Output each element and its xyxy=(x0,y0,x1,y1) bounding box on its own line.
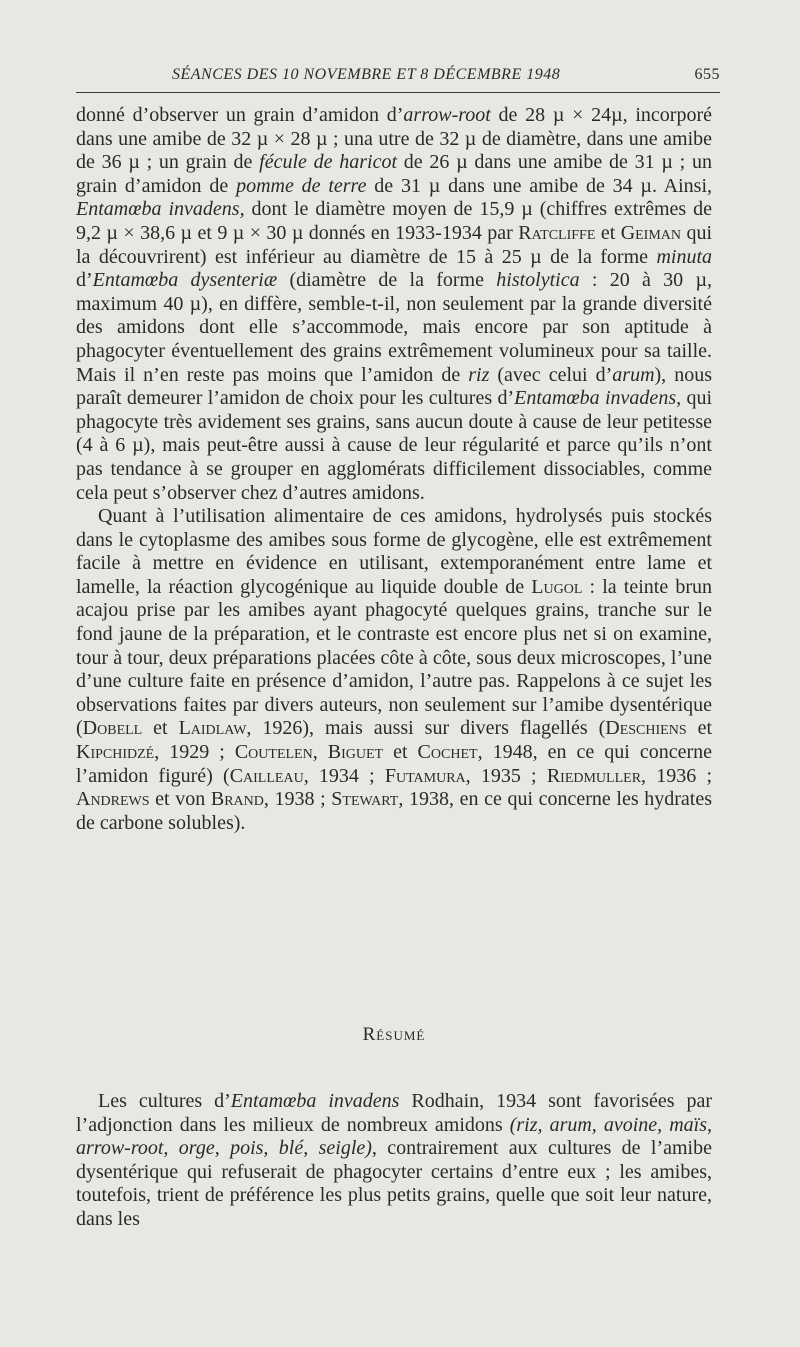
author-name: Cochet xyxy=(417,741,478,764)
text-run: et xyxy=(595,221,621,244)
body-text xyxy=(76,104,712,835)
text-run: Quant à l’utilisation alimentaire de ces amidons, hydrolysés puis stockés dans le cytoplasme des amibes sous forme de glycogène, elle est extrêmement facile à mettre en évidence en utilisant, extemporanément entre lame et lamelle, la réaction glycogénique au liquide double de xyxy=(76,505,712,598)
text-run: : la teinte brun acajou prise par les amibes ayant phagocyté quelques grains, tranche sur le fond jaune de la préparation, et le contraste est encore plus net si on examine, tour à tour, deux préparations placées côte à côte, sous deux microscopes, l’une d’une culture faite en présence d’amidon, l’autre pas. Rappelons à ce sujet les observations faites par divers auteurs, non seulement sur l’amibe dysentérique ( xyxy=(76,575,712,740)
text-run: , 1929 ; xyxy=(154,741,235,764)
page-header xyxy=(76,62,720,90)
author-name: Riedmuller xyxy=(546,764,642,787)
running-head: SÉANCES DES 10 NOVEMBRE ET 8 DÉCEMBRE 1948 xyxy=(172,66,561,83)
author-name: Kipchidzé xyxy=(76,741,155,764)
text-run: et xyxy=(383,741,418,764)
italic-term: Entamœba invadens xyxy=(230,1090,400,1112)
author-name: Stewart xyxy=(331,788,399,811)
text-run: , 1936 ; xyxy=(641,764,712,787)
italic-term: Entamœba dysenteriæ xyxy=(92,269,278,292)
text-run: : 20 à 30 µ, maximum 40 µ), en diffère, semble-t-il, non seulement par la grande diversité des amidons dont elle s’accommode, mais encore par son aptitude à phagocyter éventuellement des grains extrêmement volumineux pour sa taille. Mais il n’en reste pas moins que l’amidon de xyxy=(76,269,712,386)
text-run: Rodhain, 1934 sont favorisées par l’adjonction dans les milieux de nombreux amidons xyxy=(76,1090,712,1136)
text-run: (avec celui d’ xyxy=(489,363,613,386)
italic-term: histolytica xyxy=(496,269,580,292)
author-name: Biguet xyxy=(327,741,384,764)
text-run: Les cultures d’ xyxy=(98,1090,231,1112)
italic-term: minuta xyxy=(656,245,712,268)
italic-term: Entamœba invadens, xyxy=(76,198,245,221)
author-name: Futamura xyxy=(384,764,466,787)
italic-term: Entamœba invadens, xyxy=(514,387,682,410)
italic-term: riz xyxy=(468,363,490,386)
italic-term: arum xyxy=(612,363,655,386)
author-name: Dobell xyxy=(82,717,143,740)
text-run: ), nous paraît demeurer l’amidon de choix pour les cultures d’ xyxy=(76,363,712,410)
text-run: , 1938, en ce qui concerne les hydrates de carbone solubles). xyxy=(76,788,713,834)
author-name: Coutelen xyxy=(234,741,313,764)
paragraph xyxy=(76,104,712,505)
text-run: , 1948, en ce qui concerne l’amidon figuré) ( xyxy=(76,741,713,787)
italic-term: pomme de terre xyxy=(236,174,367,197)
author-name: Cailleau xyxy=(229,764,304,787)
author-name: Andrews xyxy=(76,788,150,811)
author-name: Lugol xyxy=(531,575,583,598)
text-run: de 31 µ dans une amibe de 34 µ. Ainsi, xyxy=(366,174,713,197)
text-run: , 1938 ; xyxy=(263,788,332,811)
text-run: de 26 µ dans une amibe de 31 µ ; un grain d’amidon de xyxy=(76,151,712,197)
text-run: de 28 µ × 24µ, incorporé dans une amibe de 32 µ × 28 µ ; una utre de 32 µ de diamètre, dans une amibe de 36 µ ; un grain de xyxy=(76,104,712,174)
text-run: , contrairement aux cultures de l’amibe dysentérique qui refuserait de phagocyter certains d’entre eux ; les amibes, toutefois, trient de préférence les plus petits grains, quelle que soit leur nature, dans les xyxy=(76,1137,712,1230)
page-number: 655 xyxy=(694,66,720,83)
text-run: , 1934 ; xyxy=(303,764,385,787)
author-name: Ratcliffe xyxy=(518,221,596,244)
author-name: Brand xyxy=(210,788,264,811)
text-run: donné d’observer un grain d’amidon d’ xyxy=(76,104,404,126)
author-name: Deschiens xyxy=(605,717,687,740)
author-name: Geiman xyxy=(620,221,682,244)
text-run: (diamètre de la forme xyxy=(277,269,497,292)
summary-paragraph xyxy=(76,1090,712,1232)
text-run: et xyxy=(142,717,179,740)
author-name: Laidlaw xyxy=(178,717,247,740)
text-run: qui phagocyte très avidement ses grains, sans aucun doute à cause de leur petitesse (4 à 6 µ), mais peut-être aussi à cause de leur régularité et parce qu’ils n’ont pas tendance à se grouper en agglomérats difficilement dissociables, comme cela peut s’observer chez d’autres amidons. xyxy=(76,387,713,504)
header-rule xyxy=(76,92,720,93)
text-run: dont le diamètre moyen de 15,9 µ (chiffres extrêmes de 9,2 µ × 38,6 µ et 9 µ × 30 µ donnés en 1933-1934 par xyxy=(76,198,712,244)
text-run: , 1926), mais aussi sur divers flagellés ( xyxy=(246,717,606,740)
section-heading-resume: Résumé xyxy=(362,1024,426,1045)
paragraph xyxy=(76,505,712,835)
italic-term: fécule de haricot xyxy=(259,151,398,174)
text-run: , 1935 ; xyxy=(465,764,547,787)
text-run: , xyxy=(312,741,328,764)
italic-term: (riz, arum, avoine, maïs, arrow-root, orge, pois, blé, seigle) xyxy=(76,1113,712,1160)
text-run: d’ xyxy=(76,269,93,292)
text-run: et von xyxy=(149,788,211,811)
text-run: et xyxy=(686,717,712,740)
text-run: qui la découvrirent) est inférieur au diamètre de 15 à 25 µ de la forme xyxy=(76,221,713,268)
italic-term: arrow-root xyxy=(403,104,491,126)
